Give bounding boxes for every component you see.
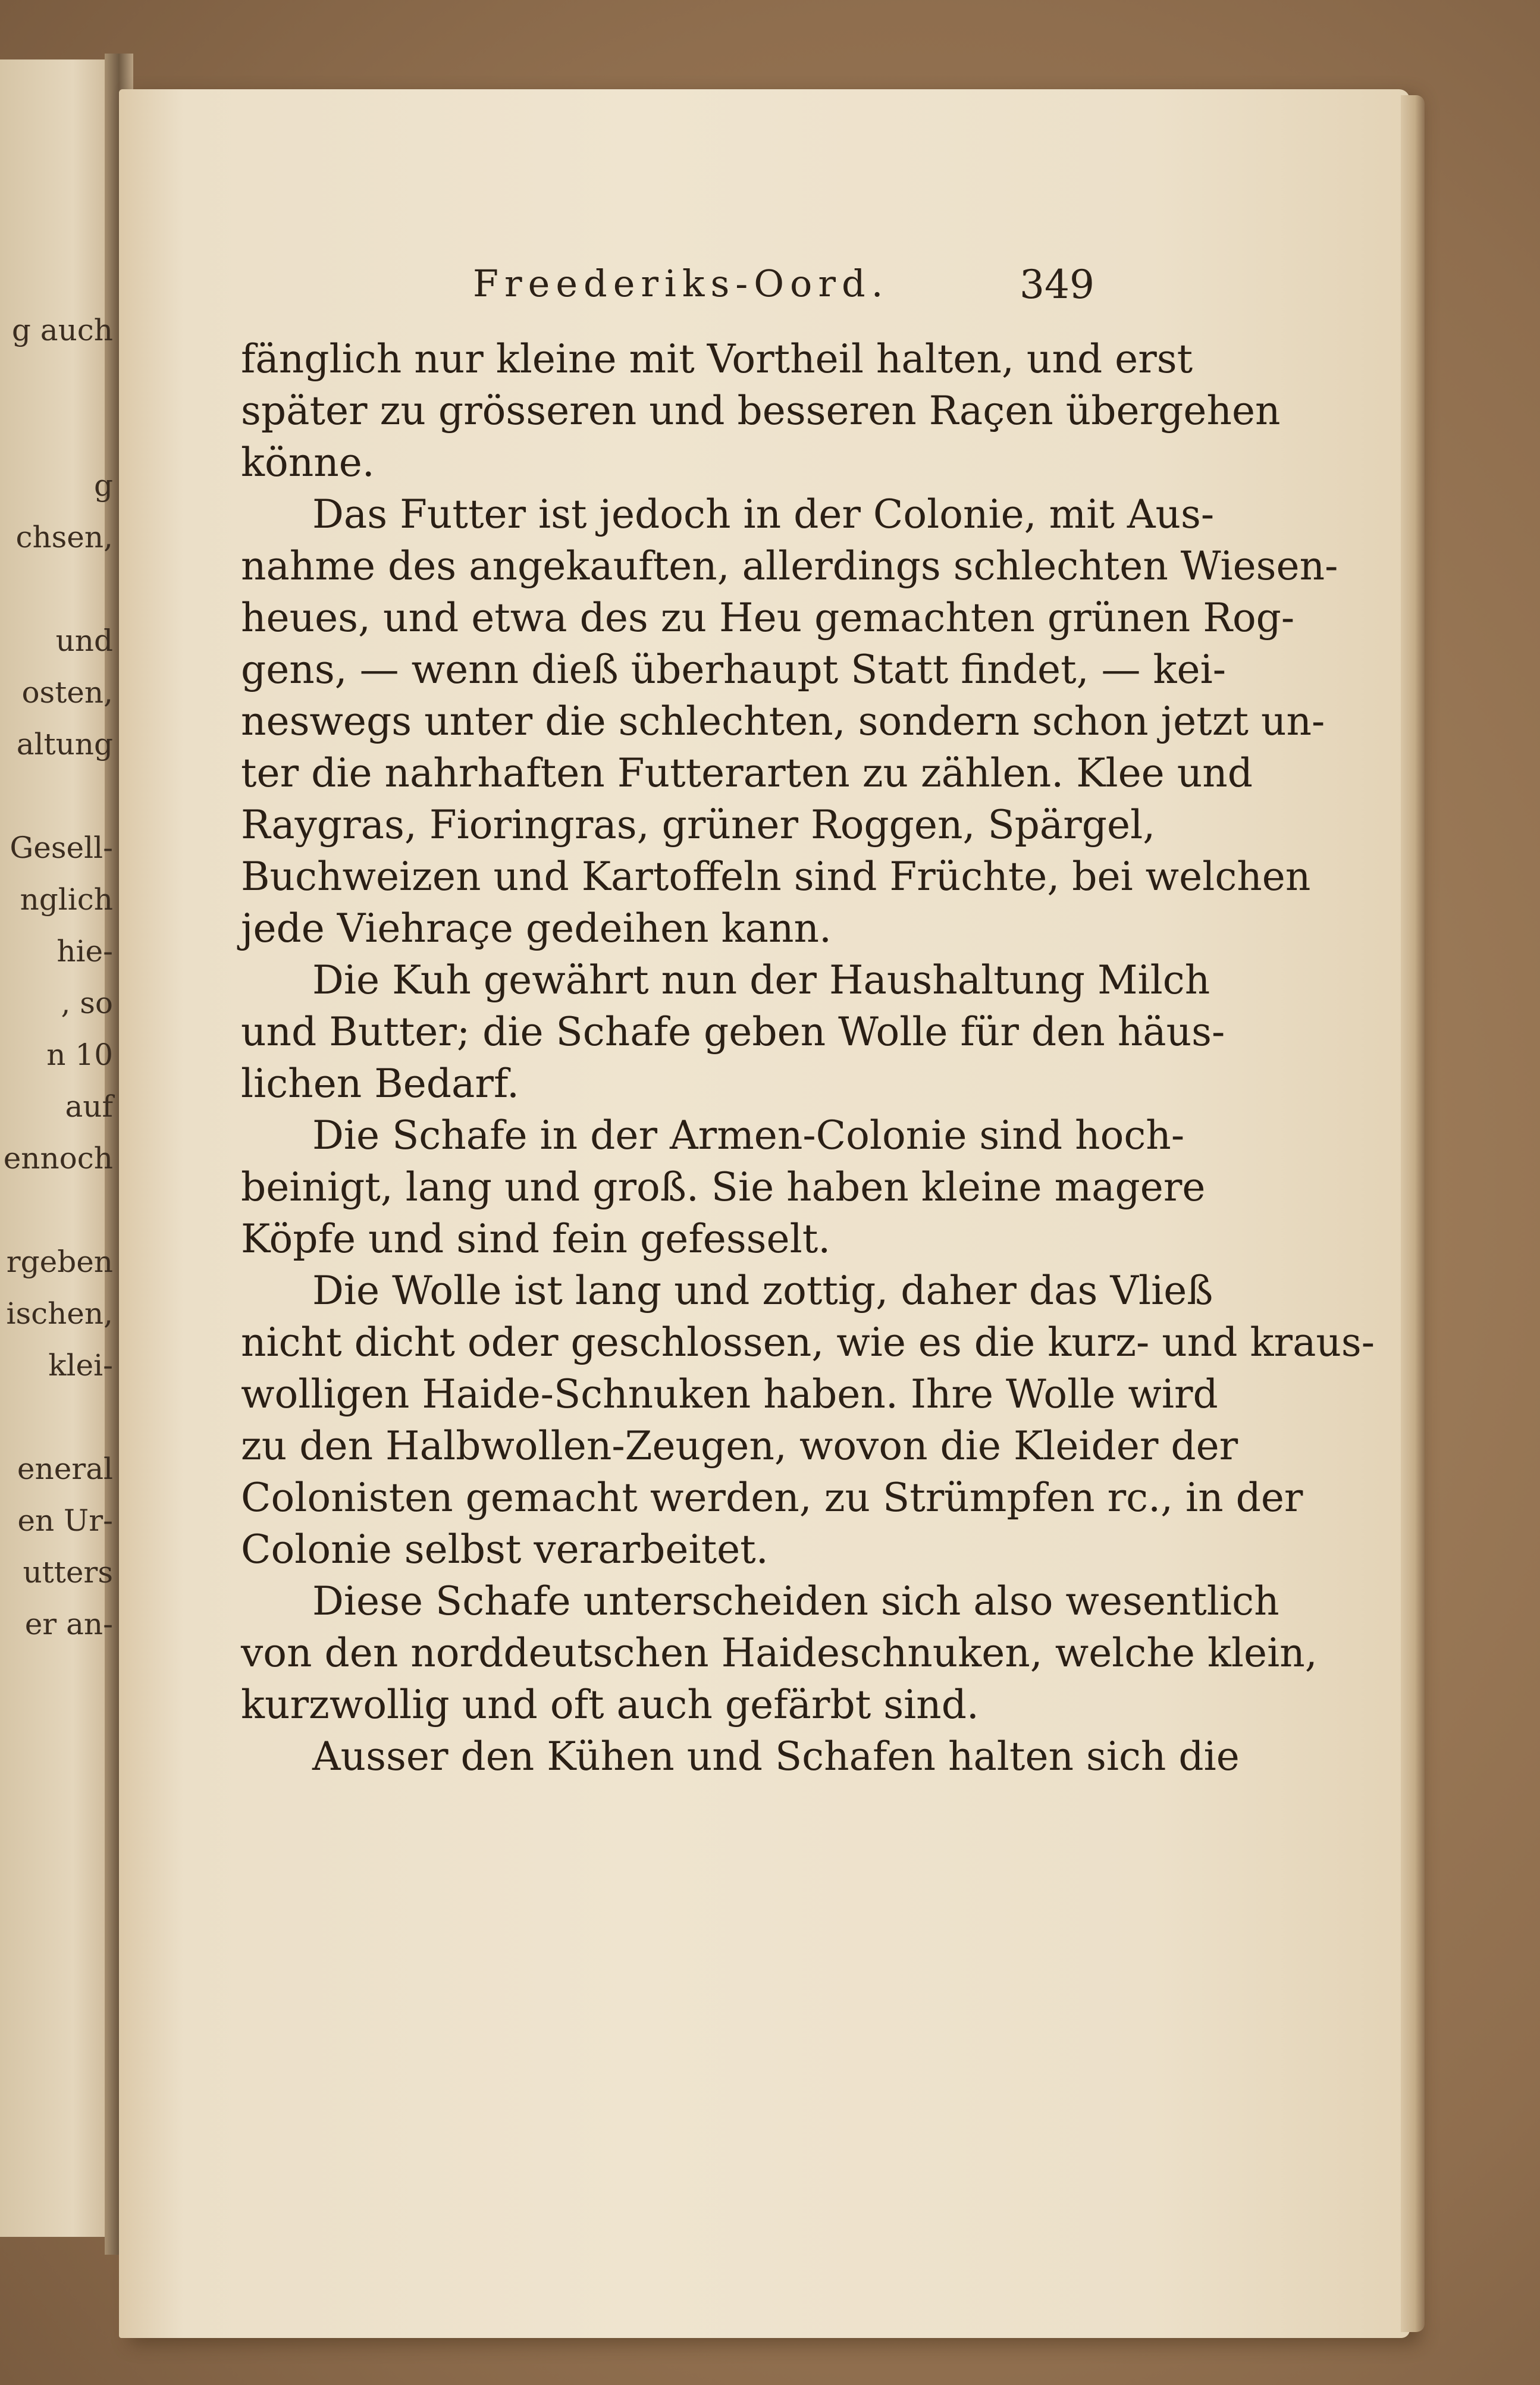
text-line: Raygras, Fioringras, grüner Roggen, Spärgel, <box>241 802 1156 848</box>
left-page-fragment: en Ur- <box>17 1503 113 1538</box>
page-edge <box>1401 95 1425 2332</box>
left-page-fragment: chsen, <box>15 520 113 554</box>
left-page-fragment: osten, <box>21 675 113 710</box>
left-page-fragment: utters <box>23 1555 113 1590</box>
left-page-fragment: er an- <box>24 1607 113 1641</box>
text-line: Diese Schafe unterscheiden sich also wesentlich <box>312 1578 1279 1624</box>
text-line: Buchweizen und Kartoffeln sind Früchte, bei welchen <box>241 854 1311 900</box>
left-page-fragment: auf <box>65 1089 113 1124</box>
text-line: zu den Halbwollen-Zeugen, wovon die Kleider der <box>241 1423 1238 1469</box>
text-line: Das Futter ist jedoch in der Colonie, mit Aus- <box>312 491 1215 537</box>
text-line: später zu grösseren und besseren Raçen übergehen <box>241 388 1281 434</box>
left-page-fragment: ischen, <box>6 1296 113 1331</box>
text-line: beinigt, lang und groß. Sie haben kleine magere <box>241 1164 1206 1210</box>
left-page-fragment: g auch <box>11 313 113 347</box>
text-line: nicht dicht oder geschlossen, wie es die kurz- und kraus- <box>241 1320 1375 1365</box>
text-line: nahme des angekauften, allerdings schlechten Wiesen- <box>241 543 1338 589</box>
left-page-fragment: nglich <box>20 882 113 917</box>
left-page-fragment: eneral <box>17 1452 113 1486</box>
text-line: gens, — wenn dieß überhaupt Statt findet, — kei- <box>241 647 1226 692</box>
page-number: 349 <box>1020 262 1094 308</box>
text-line: Köpfe und sind fein gefesselt. <box>241 1216 831 1262</box>
text-line: Die Wolle ist lang und zottig, daher das Vließ <box>312 1268 1213 1314</box>
text-line: wolligen Haide-Schnuken haben. Ihre Wolle wird <box>241 1371 1218 1417</box>
left-page-fragment: Gesell- <box>10 830 113 865</box>
text-line: Die Kuh gewährt nun der Haushaltung Milch <box>312 957 1210 1003</box>
running-title: Freederiks-Oord. <box>473 262 889 305</box>
text-line: fänglich nur kleine mit Vortheil halten, und erst <box>241 336 1193 382</box>
left-page-fragment: g <box>93 468 113 503</box>
running-head <box>119 262 1094 315</box>
left-page-fragment: altung <box>16 727 113 761</box>
text-line: Ausser den Kühen und Schafen halten sich die <box>312 1734 1240 1779</box>
left-page-fragment: , so <box>61 986 113 1020</box>
text-line: neswegs unter die schlechten, sondern schon jetzt un- <box>241 698 1325 744</box>
text-line: Die Schafe in der Armen-Colonie sind hoch- <box>312 1112 1185 1158</box>
text-line: lichen Bedarf. <box>241 1061 519 1107</box>
left-page-fragment: und <box>55 623 113 658</box>
left-page-fragment: hie- <box>57 934 113 969</box>
left-page-fragment: klei- <box>48 1348 113 1383</box>
text-line: jede Viehraçe gedeihen kann. <box>241 905 832 951</box>
left-page-fragment: ennoch <box>3 1141 113 1176</box>
text-line: und Butter; die Schafe geben Wolle für den häus- <box>241 1009 1225 1055</box>
text-line: Colonisten gemacht werden, zu Strümpfen rc., in der <box>241 1475 1303 1521</box>
text-line: ter die nahrhaften Futterarten zu zählen. Klee und <box>241 750 1253 796</box>
text-line: Colonie selbst verarbeitet. <box>241 1527 769 1572</box>
body-text <box>241 333 1375 1779</box>
left-page-fragment: n 10 <box>46 1038 113 1072</box>
left-page-fragment: rgeben <box>6 1245 113 1279</box>
text-line: von den norddeutschen Haideschnuken, welche klein, <box>241 1630 1318 1676</box>
text-line: kurzwollig und oft auch gefärbt sind. <box>241 1682 979 1728</box>
text-line: heues, und etwa des zu Heu gemachten grünen Rog- <box>241 595 1295 641</box>
text-line: könne. <box>241 440 375 485</box>
